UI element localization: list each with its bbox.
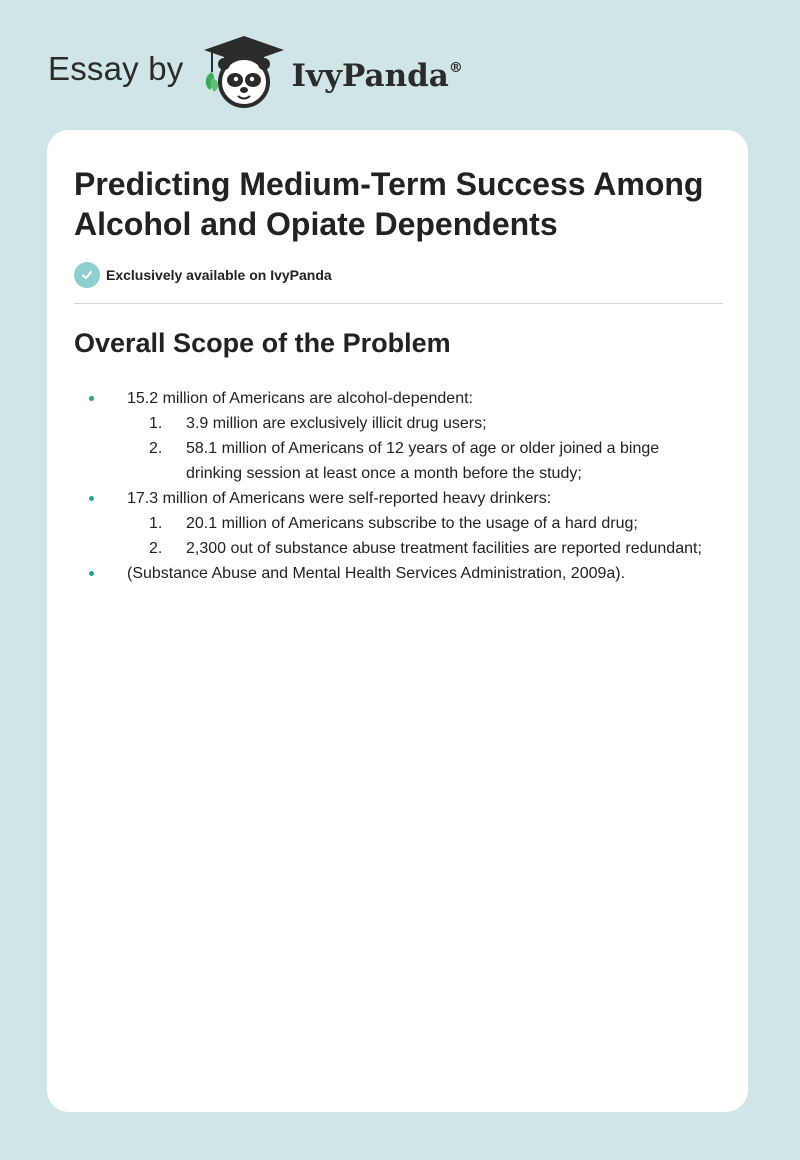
sub-item-number: 2. [149,440,163,457]
badge-text: Exclusively available on IvyPanda [106,267,332,283]
sub-list-item [127,411,714,436]
brand-text: IvyPanda [291,58,449,94]
brand-name[interactable] [292,58,463,94]
page-title: Predicting Medium-Term Success Among Alcohol and Opiate Dependents [74,166,704,242]
list-item [74,561,714,586]
essay-by-label: Essay by [48,50,184,87]
sub-item-text: 58.1 million of Americans of 12 years of age or older joined a binge drinking session at least once a month before the study; [186,440,660,482]
sub-item-number: 2. [149,540,163,557]
list-item [74,486,714,561]
registered-mark: ® [448,60,463,76]
section-title: Overall Scope of the Problem [74,328,451,358]
sub-item-number: 1. [149,415,163,432]
sub-list-item [127,511,714,536]
sub-list [127,411,714,486]
list-item-text: (Substance Abuse and Mental Health Services Administration, 2009a). [127,565,626,582]
bullet-list [74,386,714,586]
divider [74,303,723,304]
sub-item-text: 20.1 million of Americans subscribe to the usage of a hard drug; [186,515,638,532]
essay-card [47,130,748,1112]
sub-list-item [127,536,714,561]
list-item [74,386,714,486]
sub-item-text: 2,300 out of substance abuse treatment facilities are reported redundant; [186,540,702,557]
sub-item-text: 3.9 million are exclusively illicit drug users; [186,415,487,432]
site-header [48,36,463,112]
sub-list [127,511,714,561]
sub-list-item [127,436,714,486]
list-item-text: 17.3 million of Americans were self-reported heavy drinkers: [127,490,552,507]
check-icon [74,262,100,288]
essay-content [74,386,714,586]
list-item-text: 15.2 million of Americans are alcohol-dependent: [127,390,473,407]
sub-item-number: 1. [149,515,163,532]
exclusive-badge [74,262,332,288]
panda-graduation-cap-icon[interactable] [200,34,288,115]
